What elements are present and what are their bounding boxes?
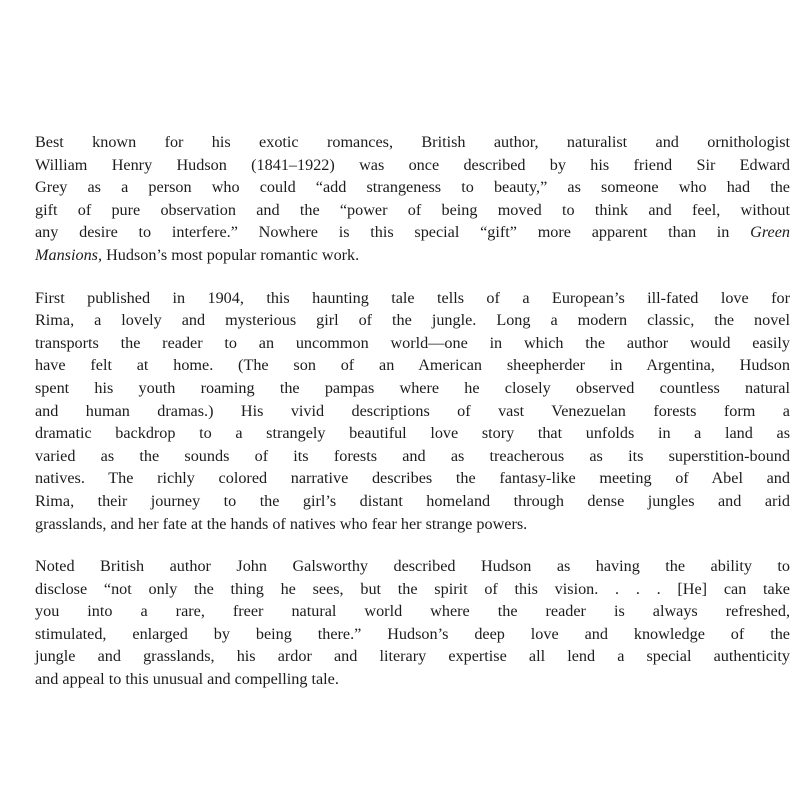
text-line bbox=[35, 244, 790, 267]
text-line: grasslands, and her fate at the hands of natives who fear her strange powers. bbox=[35, 514, 528, 533]
text-line: spent his youth roaming the pampas where he closely observed countless natural bbox=[35, 378, 790, 397]
text-line: and appeal to this unusual and compelling tale. bbox=[35, 670, 339, 689]
description-text bbox=[35, 131, 790, 711]
text-line bbox=[35, 221, 790, 244]
paragraph-3 bbox=[35, 555, 790, 691]
text-line: Grey as a person who could “add strangeness to beauty,” as someone who had the bbox=[35, 178, 790, 197]
text-line: have felt at home. (The son of an American sheepherder in Argentina, Hudson bbox=[35, 356, 790, 375]
text-line: dramatic backdrop to a strangely beautiful love story that unfolds in a land as bbox=[35, 424, 790, 443]
book-title-italic: Green bbox=[750, 223, 790, 242]
text-line-end: Hudson’s most popular romantic work. bbox=[102, 245, 360, 264]
text-line: William Henry Hudson (1841–1922) was once described by his friend Sir Edward bbox=[35, 155, 790, 174]
text-line: transports the reader to an uncommon world—one in which the author would easily bbox=[35, 333, 790, 352]
text-line: Noted British author John Galsworthy described Hudson as having the ability to bbox=[35, 557, 790, 576]
text-line: disclose “not only the thing he sees, but the spirit of this vision. . . . [He] can take bbox=[35, 579, 790, 598]
text-line: jungle and grasslands, his ardor and literary expertise all lend a special authenticity bbox=[35, 647, 790, 666]
text-line: stimulated, enlarged by being there.” Hudson’s deep love and knowledge of the bbox=[35, 624, 790, 643]
text-line: varied as the sounds of its forests and as treacherous as its superstition-bound bbox=[35, 446, 790, 465]
text-line: First published in 1904, this haunting tale tells of a European’s ill-fated love for bbox=[35, 288, 790, 307]
text-line: and human dramas.) His vivid descriptions of vast Venezuelan forests form a bbox=[35, 401, 790, 420]
text-line: gift of pure observation and the “power of being moved to think and feel, without bbox=[35, 200, 790, 219]
paragraph-2 bbox=[35, 287, 790, 536]
text-line: Best known for his exotic romances, British author, naturalist and ornithologist bbox=[35, 133, 790, 151]
text-line-start: any desire to interfere.” Nowhere is this special “gift” more apparent than in bbox=[35, 223, 730, 242]
paragraph-1 bbox=[35, 131, 790, 267]
text-line: Rima, their journey to the girl’s distant homeland through dense jungles and arid bbox=[35, 491, 790, 510]
text-line: you into a rare, freer natural world where the reader is always refreshed, bbox=[35, 602, 790, 621]
book-title-italic: Mansions, bbox=[35, 245, 103, 264]
text-line: natives. The richly colored narrative describes the fantasy-like meeting of Abel and bbox=[35, 469, 790, 488]
text-line: Rima, a lovely and mysterious girl of the jungle. Long a modern classic, the novel bbox=[35, 311, 790, 330]
